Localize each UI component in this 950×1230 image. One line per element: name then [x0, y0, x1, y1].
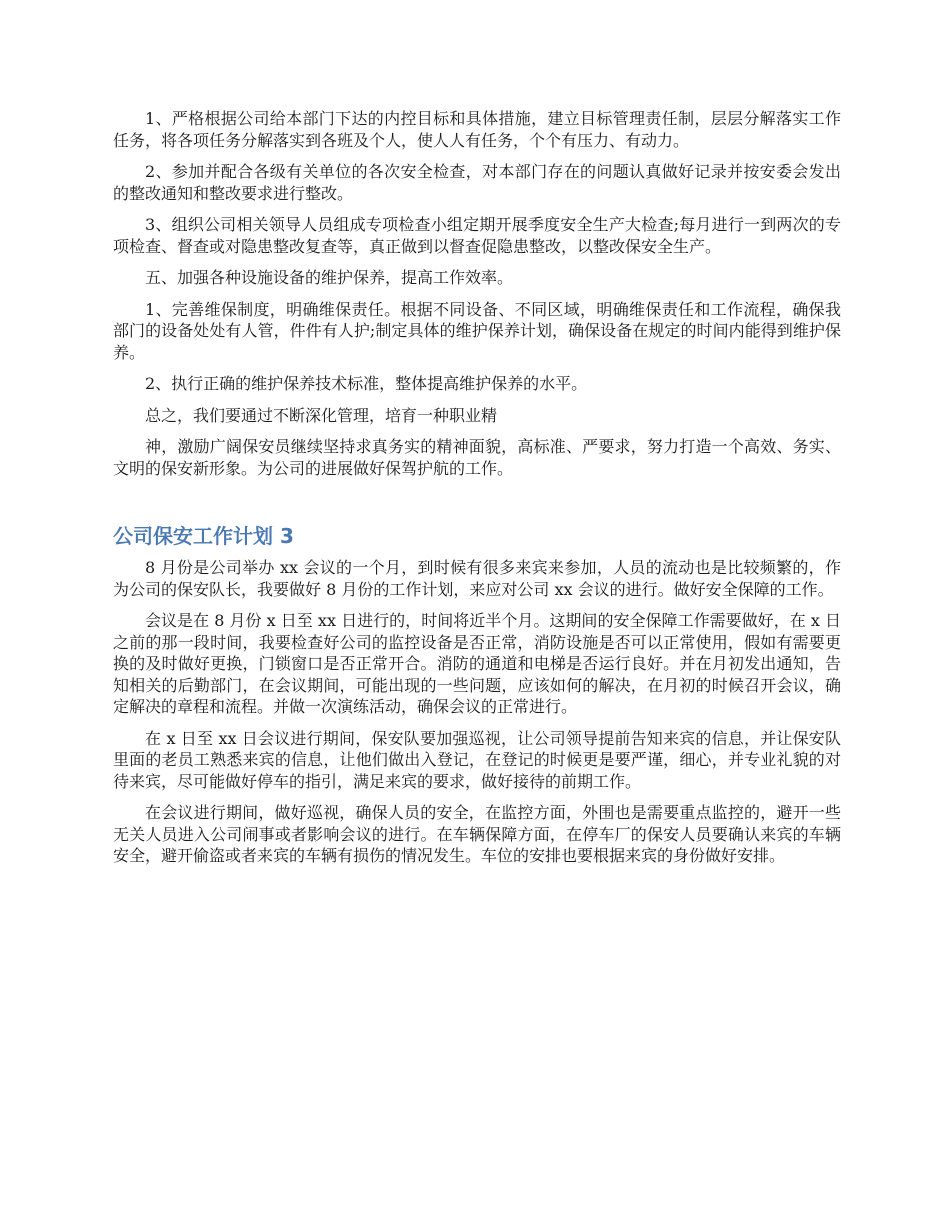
section-heading: 公司保安工作计划 3 [113, 524, 294, 548]
paragraph-maintenance-1: 1、完善维保制度，明确维保责任。根据不同设备、不同区域，明确维保责任和工作流程，确保我部门的设备处处有人管，件件有人护;制定具体的维护保养计划，确保设备在规定的时间内能得到维护保养。 [113, 299, 841, 362]
paragraph-maintenance-2: 2、执行正确的维护保养技术标准，整体提高维护保养的水平。 [145, 374, 588, 393]
paragraph-summary-end: 神，激励广阔保安员继续坚持求真务实的精神面貌，高标准、严要求，努力打造一个高效、务实、文明的保安新形象。为公司的进展做好保驾护航的工作。 [113, 437, 841, 478]
document-body [113, 108, 841, 877]
paragraph-plan-patrol: 在 x 日至 xx 日会议进行期间，保安队要加强巡视，让公司领导提前告知来宾的信息，并让保安队里面的老员工熟悉来宾的信息，让他们做出入登记，在登记的时候更是要严谨，细心，并专业礼貌的对待来宾，尽可能做好停车的指引，满足来宾的要求，做好接待的前期工作。 [113, 728, 841, 791]
paragraph-plan-intro: 8 月份是公司举办 xx 会议的一个月，到时候有很多来宾来参加，人员的流动也是比较频繁的，作为公司的保安队长，我要做好 8 月份的工作计划，来应对公司 xx 会议的进行。做好安全保障的工作。 [113, 558, 841, 599]
paragraph-item-3: 3、组织公司相关领导人员组成专项检查小组定期开展季度安全生产大检查;每月进行一到两次的专项检查、督查或对隐患整改复查等，真正做到以督查促隐患整改，以整改保安全生产。 [113, 215, 841, 256]
paragraph-item-1: 1、严格根据公司给本部门下达的内控目标和具体措施，建立目标管理责任制，层层分解落实工作任务，将各项任务分解落实到各班及个人，使人人有任务，个个有压力、有动力。 [113, 109, 841, 150]
paragraph-summary-start: 总之，我们要通过不断深化管理，培育一种职业精 [145, 405, 498, 425]
paragraph-plan-preparation: 会议是在 8 月份 x 日至 xx 日进行的，时间将近半个月。这期间的安全保障工作需要做好，在 x 日之前的那一段时间，我要检查好公司的监控设备是否正常，消防设施是否可以正常使用，假如有需要更换的及时做好更换，门锁窗口是否正常开合。消防的通道和电梯是否运行良好。并在月初发出通知，告知相关的后勤部门，在会议期间，可能出现的一些问题，应该如何的解决，在月初的时候召开会议，确定解决的章程和流程。并做一次演练活动，确保会议的正常进行。 [113, 611, 841, 716]
paragraph-section-five: 五、加强各种设施设备的维护保养，提高工作效率。 [145, 268, 514, 287]
paragraph-item-2: 2、参加并配合各级有关单位的各次安全检查，对本部门存在的问题认真做好记录并按安委会发出的整改通知和整改要求进行整改。 [113, 162, 841, 203]
paragraph-plan-security: 在会议进行期间，做好巡视，确保人员的安全，在监控方面，外围也是需要重点监控的，避开一些无关人员进入公司闹事或者影响会议的进行。在车辆保障方面，在停车厂的保安人员要确认来宾的车辆安全，避开偷盗或者来宾的车辆有损伤的情况发生。车位的安排也要根据来宾的身份做好安排。 [113, 803, 841, 865]
